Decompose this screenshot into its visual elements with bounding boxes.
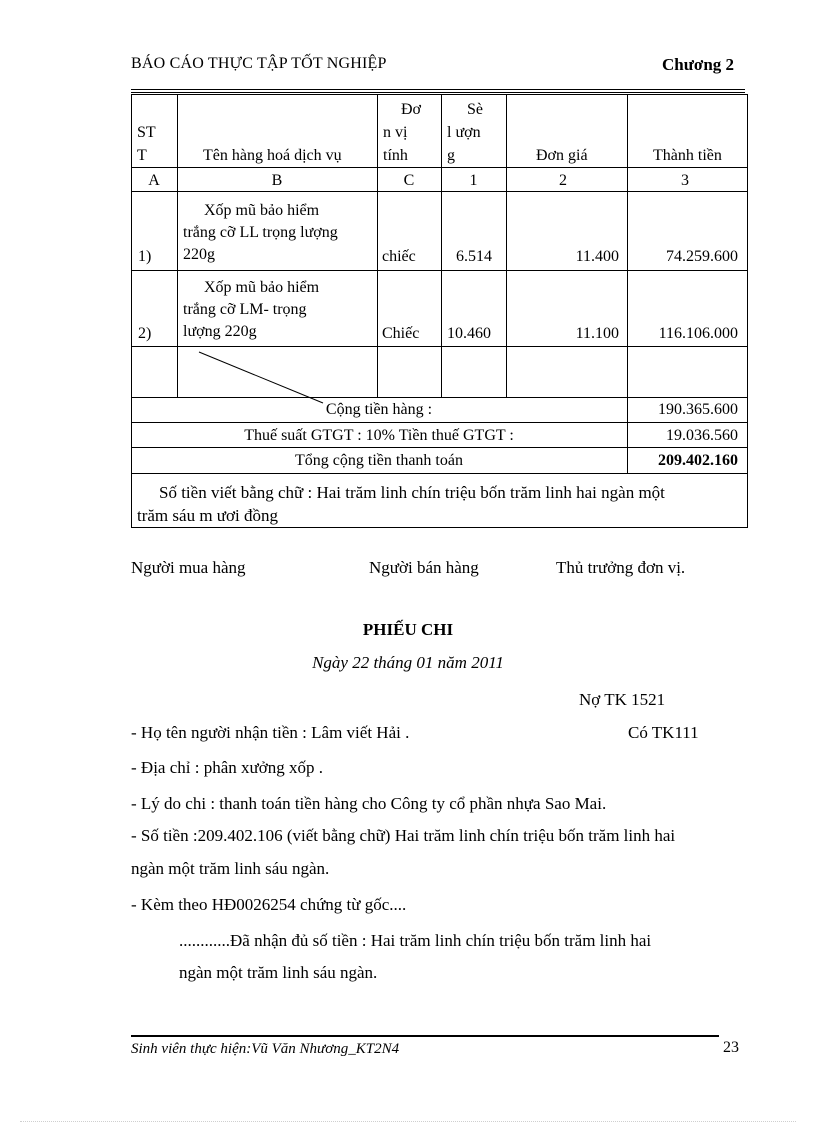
address-line: - Địa chỉ : phân xưởng xốp . [131, 758, 323, 777]
tax-label: Thuế suất GTGT : 10% Tiền thuế GTGT : [244, 427, 514, 444]
amount-line-2: ngàn một trăm linh sáu ngàn. [131, 859, 330, 878]
received-line-1: ............Đã nhận đủ số tiền : Hai trăm linh chín triệu bốn trăm linh hai [179, 931, 652, 950]
debit-account: Nợ TK 1521 [579, 690, 666, 709]
col-qty-header: Sè l ượn g [447, 101, 483, 164]
page-number: 23 [723, 1039, 739, 1056]
code-b: B [271, 172, 283, 189]
head-signature-label: Thủ trưởng đơn vị. [556, 558, 686, 577]
row1-price: 11.400 [575, 248, 619, 265]
voucher-date: Ngày 22 tháng 01 năm 2011 [312, 653, 504, 672]
header-rule-2 [131, 92, 745, 93]
col-unit-header: Đơ n vị tính [383, 101, 421, 164]
col-total-header: Thành tiền [653, 147, 722, 164]
subtotal-value: 190.365.600 [658, 401, 738, 418]
code-a: A [148, 172, 160, 189]
voucher-title: PHIẾU CHI [362, 620, 454, 639]
grand-total-value: 209.402.160 [658, 452, 738, 469]
footer-rule [131, 1035, 719, 1037]
row2-name: Xốp mũ bảo hiểm trắng cỡ LM- trọng lượng 220g [183, 279, 320, 340]
grand-total-label: Tổng cộng tiền thanh toán [295, 452, 463, 469]
row1-stt: 1) [138, 248, 152, 265]
buyer-signature-label: Người mua hàng [131, 558, 246, 577]
col-price-header: Đơn giá [536, 147, 588, 164]
chapter-label: Chương 2 [662, 55, 735, 74]
subtotal-label: Cộng tiền hàng : [325, 401, 433, 418]
student-name: Sinh viên thực hiện:Vũ Văn Nhương_KT2N4 [131, 1041, 400, 1057]
row1-name: Xốp mũ bảo hiểm trắng cỡ LL trọng lượng 220g [183, 202, 338, 263]
row2-qty: 10.460 [447, 325, 491, 342]
amount-line-1: - Số tiền :209.402.106 (viết bằng chữ) Hai trăm linh chín triệu bốn trăm linh hai [131, 826, 676, 845]
row1-qty: 6.514 [456, 248, 492, 265]
row2-stt: 2) [138, 325, 152, 342]
amount-in-words-line1: Số tiền viết bằng chữ : Hai trăm linh chín triệu bốn trăm linh hai ngàn một [159, 483, 665, 502]
credit-account: Có TK111 [628, 723, 699, 742]
row1-unit: chiếc [382, 248, 416, 265]
received-line-2: ngàn một trăm linh sáu ngàn. [179, 963, 378, 982]
reason-line: - Lý do chi : thanh toán tiền hàng cho Công ty cổ phần nhựa Sao Mai. [131, 794, 607, 813]
col-name-header: Tên hàng hoá dịch vụ [203, 147, 342, 164]
receiver-line: - Họ tên người nhận tiền : Lâm viết Hải . [131, 723, 410, 742]
row2-total: 116.106.000 [658, 325, 738, 342]
code-3: 3 [681, 172, 689, 189]
code-c: C [403, 172, 415, 189]
invoice-table [131, 94, 748, 528]
row2-unit: Chiếc [382, 325, 420, 342]
attachment-line: - Kèm theo HĐ0026254 chứng từ gốc.... [131, 895, 407, 914]
tax-value: 19.036.560 [666, 427, 738, 444]
code-1: 1 [469, 172, 478, 189]
header-rule [131, 89, 745, 90]
seller-signature-label: Người bán hàng [369, 558, 479, 577]
report-title: BÁO CÁO THỰC TẬP TỐT NGHIỆP [131, 55, 387, 72]
page-edge [20, 1121, 796, 1122]
row2-price: 11.100 [575, 325, 619, 342]
col-stt-header: ST T [137, 124, 156, 164]
row1-total: 74.259.600 [666, 248, 738, 265]
amount-in-words-line2: trăm sáu m ươi đồng [137, 506, 278, 525]
code-2: 2 [559, 172, 567, 189]
